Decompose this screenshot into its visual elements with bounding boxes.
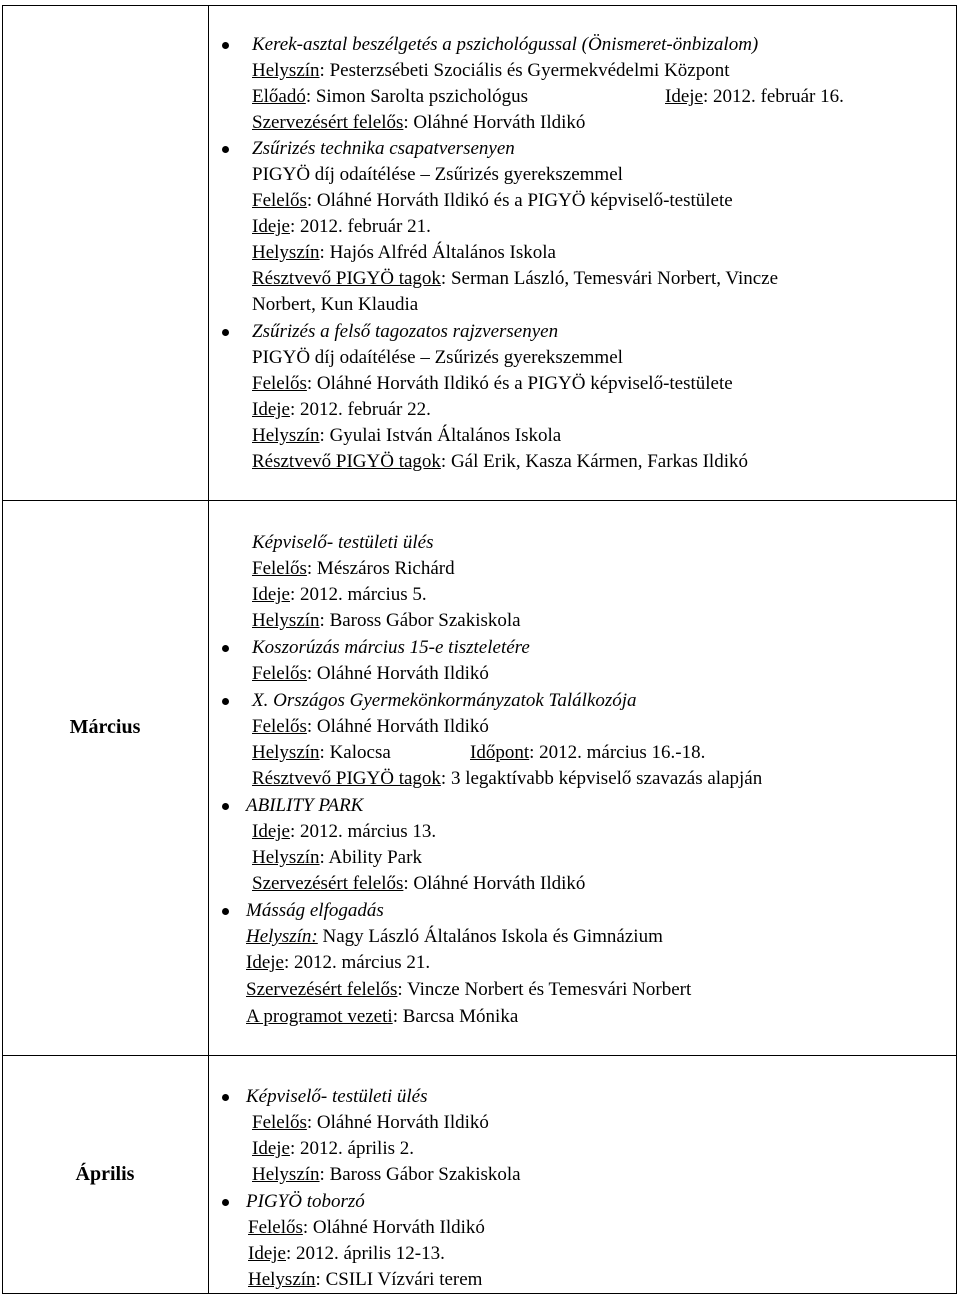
event-detail: Szervezésért felelős: Oláhné Horváth Ildikó — [252, 112, 586, 133]
event-detail: Időpont: 2012. március 16.-18. — [470, 742, 706, 763]
event-detail: Felelős: Oláhné Horváth Ildikó — [252, 716, 489, 737]
bullet-icon — [222, 1094, 229, 1101]
event-detail: Helyszín: Kalocsa — [252, 742, 391, 763]
event-detail: Ideje: 2012. április 2. — [252, 1138, 415, 1159]
column-divider — [208, 5, 209, 1294]
bullet-icon — [222, 1199, 229, 1206]
event-detail: Helyszín: Pesterzsébeti Szociális és Gyermekvédelmi Központ — [252, 60, 730, 81]
event-title: Képviselő- testületi ülés — [252, 532, 434, 553]
event-detail: Ideje: 2012. március 13. — [252, 821, 437, 842]
bullet-icon — [222, 42, 229, 49]
event-detail: Előadó: Simon Sarolta pszichológus — [252, 86, 529, 107]
event-detail: Ideje: 2012. február 16. — [665, 86, 844, 107]
event-title: Kerek-asztal beszélgetés a pszichológussal (Önismeret-önbizalom) — [252, 34, 759, 55]
event-title: Másság elfogadás — [246, 900, 384, 921]
event-title: Zsűrizés technika csapatversenyen — [252, 138, 515, 159]
bullet-icon — [222, 146, 229, 153]
table-border-left — [2, 5, 3, 1294]
month-label-marcius: Március — [69, 716, 141, 738]
event-detail: A programot vezeti: Barcsa Mónika — [246, 1006, 519, 1027]
event-detail: Ideje: 2012. április 12-13. — [248, 1243, 445, 1264]
event-detail: Helyszín: Gyulai István Általános Iskola — [252, 425, 562, 446]
event-detail: Szervezésért felelős: Vincze Norbert és Temesvári Norbert — [246, 979, 692, 1000]
event-detail: Felelős: Oláhné Horváth Ildikó — [252, 663, 489, 684]
month-label-aprilis: Április — [75, 1163, 135, 1185]
row-divider — [2, 1055, 957, 1056]
event-title: Zsűrizés a felső tagozatos rajzversenyen — [252, 321, 559, 342]
bullet-icon — [222, 908, 229, 915]
event-detail: Norbert, Kun Klaudia — [252, 294, 419, 315]
event-detail: Felelős: Oláhné Horváth Ildikó — [248, 1217, 485, 1238]
event-detail: Ideje: 2012. február 22. — [252, 399, 431, 420]
event-detail: Felelős: Oláhné Horváth Ildikó és a PIGYÖ képviselő-testülete — [252, 190, 733, 211]
event-detail: Helyszín: Ability Park — [252, 847, 422, 868]
event-detail: Ideje: 2012. március 5. — [252, 584, 427, 605]
event-detail: Résztvevő PIGYÖ tagok: 3 legaktívabb képviselő szavazás alapján — [252, 768, 763, 789]
event-detail: Helyszín: Nagy László Általános Iskola és Gimnázium — [246, 926, 663, 947]
table-border-top — [2, 5, 957, 6]
event-detail: Ideje: 2012. február 21. — [252, 216, 431, 237]
table-border-bottom — [2, 1293, 957, 1294]
event-detail: Résztvevő PIGYÖ tagok: Serman László, Temesvári Norbert, Vincze — [252, 268, 779, 289]
event-title: X. Országos Gyermekönkormányzatok Találkozója — [252, 690, 637, 711]
event-title: Koszorúzás március 15-e tiszteletére — [252, 637, 530, 658]
event-detail: Felelős: Mészáros Richárd — [252, 558, 455, 579]
event-detail: Felelős: Oláhné Horváth Ildikó — [252, 1112, 489, 1133]
event-detail: Helyszín: Hajós Alfréd Általános Iskola — [252, 242, 556, 263]
event-detail: Helyszín: Baross Gábor Szakiskola — [252, 610, 521, 631]
event-detail: PIGYÖ díj odaítélése – Zsűrizés gyerekszemmel — [252, 347, 623, 368]
event-detail: Résztvevő PIGYÖ tagok: Gál Erik, Kasza Kármen, Farkas Ildikó — [252, 451, 748, 472]
bullet-icon — [222, 645, 229, 652]
event-detail: Helyszín: CSILI Vízvári terem — [248, 1269, 483, 1290]
event-title: Képviselő- testületi ülés — [246, 1086, 428, 1107]
event-title: PIGYÖ toborzó — [246, 1191, 365, 1212]
event-detail: Szervezésért felelős: Oláhné Horváth Ildikó — [252, 873, 586, 894]
event-detail: Ideje: 2012. március 21. — [246, 952, 431, 973]
event-detail: Helyszín: Baross Gábor Szakiskola — [252, 1164, 521, 1185]
bullet-icon — [222, 329, 229, 336]
event-detail: Felelős: Oláhné Horváth Ildikó és a PIGYÖ képviselő-testülete — [252, 373, 733, 394]
bullet-icon — [222, 803, 229, 810]
row-divider — [2, 500, 957, 501]
bullet-icon — [222, 698, 229, 705]
event-detail: PIGYÖ díj odaítélése – Zsűrizés gyerekszemmel — [252, 164, 623, 185]
event-title: ABILITY PARK — [246, 795, 364, 816]
table-border-right — [956, 5, 957, 1294]
